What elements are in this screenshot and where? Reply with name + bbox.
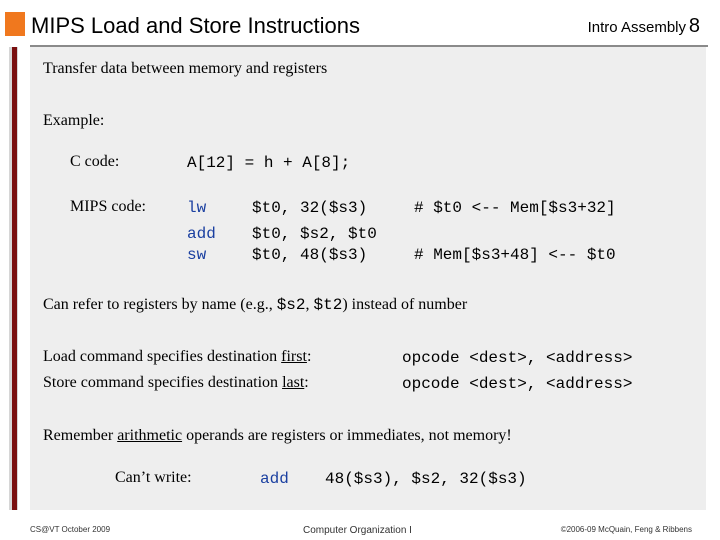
load-syntax: opcode <dest>, <address> [402, 349, 633, 367]
mips-comment-sw: # Mem[$s3+48] <-- $t0 [414, 246, 616, 264]
footer-left: CS@VT October 2009 [30, 525, 111, 534]
mips-args-add: $t0, $s2, $t0 [252, 225, 377, 243]
c-code: A[12] = h + A[8]; [187, 154, 351, 172]
page-number: 8 [688, 15, 700, 37]
load-text: Load command specifies destination first: [43, 348, 312, 365]
reg-t2: $t2 [313, 296, 343, 314]
footer-center: Computer Organization I [303, 525, 412, 536]
mips-code-label: MIPS code: [70, 198, 146, 215]
mips-comment-lw: # $t0 <-- Mem[$s3+32] [414, 199, 616, 217]
accent-square [5, 12, 25, 36]
intro-text: Transfer data between memory and registers [43, 60, 328, 77]
cant-write-op: add [260, 470, 289, 488]
c-code-label: C code: [70, 153, 120, 170]
cant-write-label: Can’t write: [115, 469, 192, 486]
slide-content [30, 47, 706, 510]
cant-write-args: 48($s3), $s2, 32($s3) [325, 470, 527, 488]
side-bar [12, 47, 17, 510]
store-text: Store command specifies destination last: [43, 374, 309, 391]
slide-title: MIPS Load and Store Instructions [31, 13, 360, 38]
mips-op-lw: lw [187, 199, 207, 217]
section-label: Intro Assembly [587, 19, 686, 36]
mips-args-sw: $t0, 48($s3) [252, 246, 368, 264]
mips-op-sw: sw [187, 246, 207, 264]
example-label: Example: [43, 112, 105, 129]
reg-s2: $s2 [276, 296, 306, 314]
mips-args-lw: $t0, 32($s3) [252, 199, 368, 217]
refer-text: Can refer to registers by name (e.g., $s2, $t2) instead of number [43, 296, 468, 314]
mips-op-add: add [187, 225, 216, 243]
remember-text: Remember arithmetic operands are registers or immediates, not memory! [43, 427, 512, 444]
footer-right: ©2006-09 McQuain, Feng & Ribbens [560, 525, 692, 534]
store-syntax: opcode <dest>, <address> [402, 375, 633, 393]
